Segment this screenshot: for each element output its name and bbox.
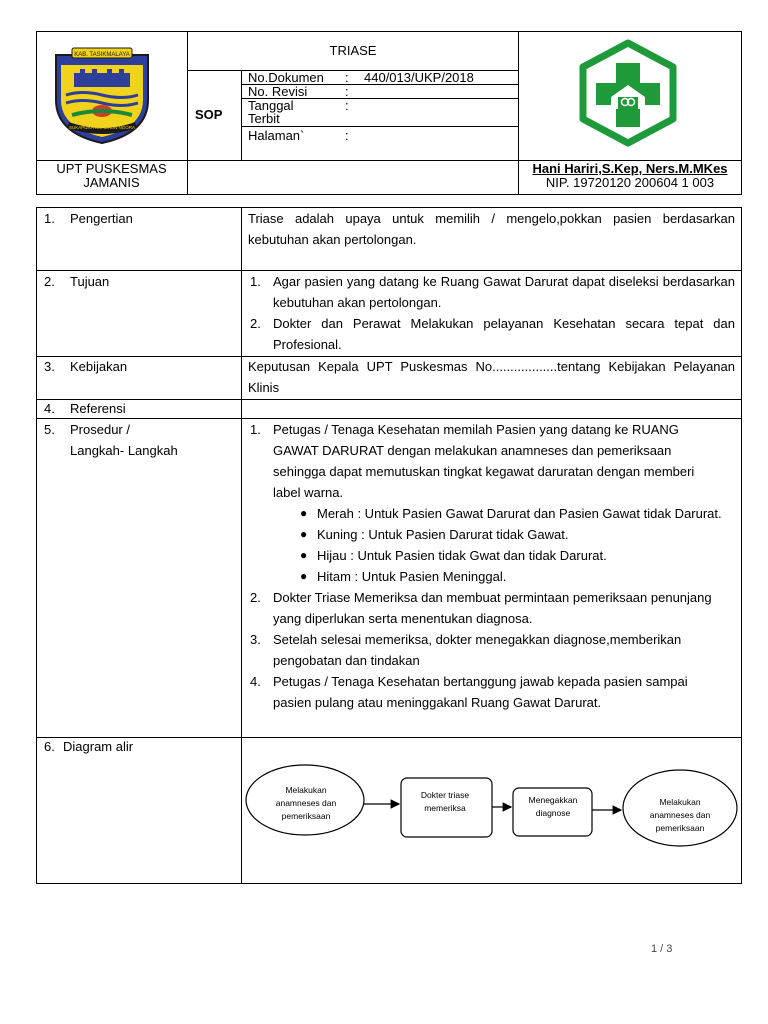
puskesmas-logo	[573, 39, 683, 149]
signer-block	[519, 162, 741, 190]
field-label: No. Revisi	[248, 84, 308, 99]
kabupaten-logo	[52, 45, 152, 145]
flow-node-label: Melakukan anamneses dan pemeriksaan	[275, 785, 337, 821]
step-2: 2. Dokter Triase Memeriksa dan membuat permintaan pemeriksaan penunjang yang diperlukan serta menentukan diagnosa.	[250, 590, 712, 626]
step-3: 3. Setelah selesai memeriksa, dokter menegakkan diagnose,memberikan pengobatan dan tindakan	[250, 632, 682, 668]
row-label: Kebijakan	[70, 359, 128, 374]
row-number: 2.	[44, 274, 55, 289]
org-name-line2: JAMANIS	[83, 175, 140, 190]
list-item-text: Dokter dan Perawat Melakukan pelayanan Kesehatan secara tepat dan Profesional.	[273, 316, 735, 352]
step-text: Petugas / Tenaga Kesehatan bertanggung jawab kepada pasien sampai pasien pulang atau meninggakanl Ruang Gawat Darurat.	[273, 674, 688, 710]
logo-banner-text: KAB. TASIKMALAYA	[74, 52, 130, 58]
flow-node-label: Melakukan anamneses dan pemeriksaan	[649, 797, 711, 833]
row-number: 1.	[44, 211, 55, 226]
step-1: 1. Petugas / Tenaga Kesehatan memilah Pasien yang datang ke RUANG GAWAT DARURAT dengan melakukan anamneses dan pemeriksaan sehingga dapat memutuskan tingkat kegawat daruratan dengan memberi label warna.	[250, 422, 695, 500]
bullet-item: ● Hijau : Untuk Pasien tidak Gwat dan tidak Darurat.	[300, 548, 607, 563]
row-label-referensi	[44, 398, 126, 419]
row-label: Diagram alir	[63, 739, 134, 754]
org-name-line1: UPT PUSKESMAS	[56, 161, 167, 176]
field-label: Tanggal	[248, 98, 294, 113]
bullet-item: ● Merah : Untuk Pasien Gawat Darurat dan Pasien Gawat tidak Darurat.	[300, 506, 722, 521]
signer-nip: NIP. 19720120 200604 1 003	[545, 175, 715, 190]
row-number: 6.	[44, 739, 55, 754]
bullet-item: ● Hitam : Untuk Pasien Meninggal.	[300, 569, 507, 584]
bullet-item: ● Kuning : Untuk Pasien Darurat tidak Gawat.	[300, 527, 569, 542]
bullet-text: Kuning : Untuk Pasien Darurat tidak Gawat.	[317, 527, 569, 542]
step-text: Petugas / Tenaga Kesehatan memilah Pasien yang datang ke RUANG GAWAT DARURAT dengan melakukan anamneses dan pemeriksaan sehingga dapat memutuskan tingkat kegawat daruratan dengan memberi label warna.	[273, 422, 695, 500]
list-item: 1. Agar pasien yang datang ke Ruang Gawat Darurat dapat diseleksi berdasarkan kebutuhan akan pertolongan.	[250, 274, 735, 310]
pengertian-text: Triase adalah upaya untuk memilih / mengelo,pokkan pasien berdasarkan kebutuhan akan pertolongan.	[248, 211, 735, 247]
field-label: No.Dokumen	[248, 70, 324, 85]
row-label: Prosedur /	[70, 422, 130, 437]
row-label-tujuan	[44, 271, 110, 292]
row-label: Tujuan	[70, 274, 110, 289]
logo-motto-text: SUKAPURA NGADAUN NGORA	[68, 125, 136, 130]
field-separator: :	[345, 70, 349, 85]
row-label-diagram	[44, 736, 134, 757]
org-name	[36, 162, 187, 190]
bullet-text: Hijau : Untuk Pasien tidak Gwat dan tidak Darurat.	[317, 548, 607, 563]
row-label-line2: Langkah- Langkah	[70, 443, 178, 458]
row-label: Pengertian	[70, 211, 133, 226]
row-label-kebijakan	[44, 356, 128, 377]
kebijakan-text: Keputusan Kepala UPT Puskesmas No..................tentang Kebijakan Pelayanan Klinis	[248, 359, 735, 395]
bullet-text: Hitam : Untuk Pasien Meninggal.	[317, 569, 507, 584]
field-separator: :	[345, 128, 349, 143]
flow-node-label: Menegakkan diagnose	[528, 795, 578, 818]
row-number: 3.	[44, 359, 55, 374]
prosedur-list-cont	[242, 587, 722, 713]
prosedur-steps	[242, 419, 722, 713]
row-number: 5.	[44, 422, 55, 437]
list-item-text: Agar pasien yang datang ke Ruang Gawat Darurat dapat diseleksi berdasarkan kebutuhan akan pertolongan.	[273, 274, 735, 310]
page-number: 1 / 3	[651, 943, 673, 955]
row-label-pengertian	[44, 208, 133, 229]
row-label: Referensi	[70, 401, 126, 416]
list-item: 2. Dokter dan Perawat Melakukan pelayanan Kesehatan secara tepat dan Profesional.	[250, 316, 735, 352]
flow-node-label: Dokter triase memeriksa	[420, 790, 470, 813]
field-separator: :	[345, 98, 349, 113]
label-color-list	[242, 503, 722, 587]
step-4: 4. Petugas / Tenaga Kesehatan bertanggung jawab kepada pasien sampai pasien pulang atau meninggakanl Ruang Gawat Darurat.	[250, 674, 688, 710]
field-value: 440/013/UKP/2018	[364, 70, 474, 85]
step-text: Setelah selesai memeriksa, dokter menegakkan diagnose,memberikan pengobatan dan tindakan	[273, 632, 682, 668]
field-separator: :	[345, 84, 349, 99]
row-label-prosedur	[44, 419, 130, 440]
signer-name: Hani Hariri,S.Kep, Ners.M.MKes	[532, 161, 728, 176]
field-label: Halaman`	[248, 128, 305, 143]
field-label-line2: Terbit	[248, 111, 280, 126]
bullet-text: Merah : Untuk Pasien Gawat Darurat dan Pasien Gawat tidak Darurat.	[317, 506, 722, 521]
row-number: 4.	[44, 401, 55, 416]
step-text: Dokter Triase Memeriksa dan membuat permintaan pemeriksaan penunjang yang diperlukan serta menentukan diagnosa.	[273, 590, 712, 626]
tujuan-list	[242, 271, 735, 355]
document-title: TRIASE	[329, 43, 377, 58]
prosedur-list	[242, 419, 722, 503]
sop-label: SOP	[195, 107, 223, 122]
